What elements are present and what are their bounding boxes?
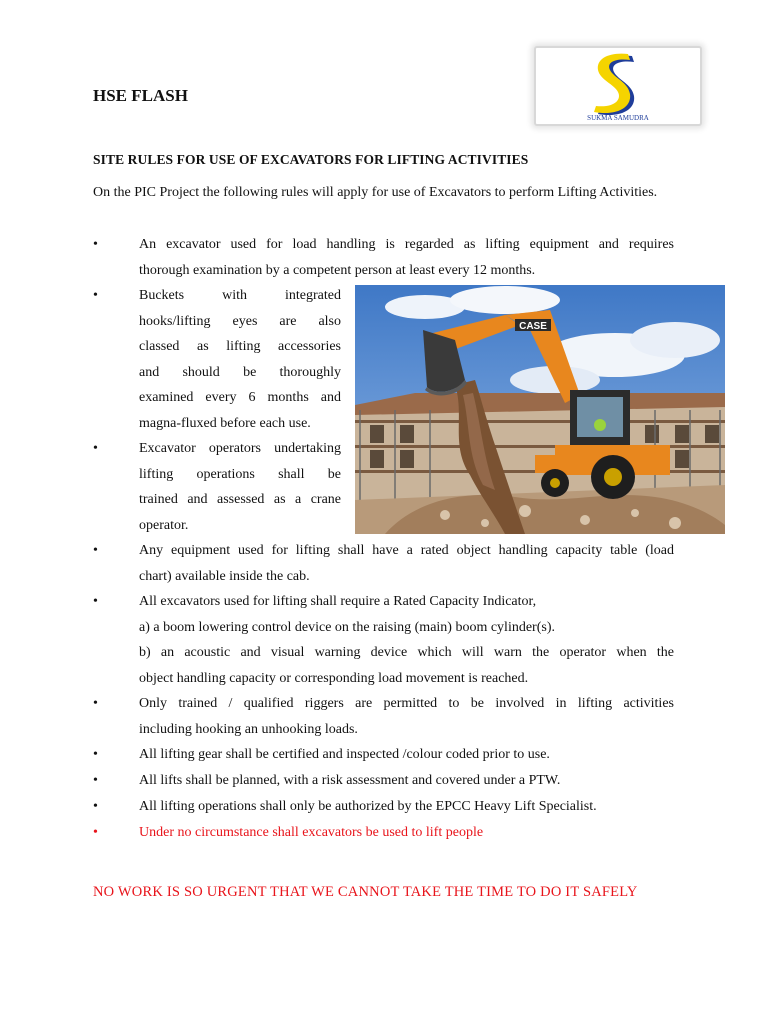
rule-line: classed as lifting accessories xyxy=(139,339,341,354)
rule-line: object handling capacity or corresponding load movement is reached. xyxy=(139,670,529,686)
case-brand-label: CASE xyxy=(519,321,547,332)
rule-item-8 xyxy=(139,768,674,794)
logo-mark-icon xyxy=(536,48,700,124)
rule-line: thorough examination by a competent person at least every 12 months. xyxy=(139,262,536,278)
rule-item-4 xyxy=(139,538,674,589)
rule-line: Excavator operators undertaking xyxy=(139,441,341,456)
bullet-marker: • xyxy=(93,543,98,558)
rule-item-7 xyxy=(139,742,674,768)
rule-line: hooks/lifting eyes are also xyxy=(139,313,341,329)
rule-line: examined every 6 months and xyxy=(139,390,341,405)
rule-line: All lifts shall be planned, with a risk assessment and covered under a PTW. xyxy=(139,773,561,788)
bullet-marker: • xyxy=(93,594,98,609)
rule-line: chart) available inside the cab. xyxy=(139,568,310,584)
intro-paragraph: On the PIC Project the following rules will apply for use of Excavators to perform Lifting Activities. xyxy=(93,185,658,200)
rule-line: All lifting operations shall only be authorized by the EPCC Heavy Lift Specialist. xyxy=(139,799,597,814)
rule-item-5 xyxy=(139,589,674,691)
rule-line: Under no circumstance shall excavators be used to lift people xyxy=(139,825,484,840)
bullet-marker: • xyxy=(93,773,98,788)
rule-item-10-warning xyxy=(139,820,674,846)
bullet-marker: • xyxy=(93,747,98,762)
rule-item-9 xyxy=(139,794,674,820)
rule-line: trained and assessed as a crane xyxy=(139,492,341,507)
rule-item-6 xyxy=(139,691,674,742)
bullet-marker: • xyxy=(93,799,98,814)
rule-item-2 xyxy=(139,283,341,436)
rule-line: All lifting gear shall be certified and inspected /colour coded prior to use. xyxy=(139,747,550,762)
rule-line: Buckets with integrated xyxy=(139,288,341,303)
rule-line: magna-fluxed before each use. xyxy=(139,415,311,431)
logo-text: SUKMA SAMUDRA xyxy=(587,114,649,122)
rule-item-3 xyxy=(139,436,341,538)
rule-line: lifting operations shall be xyxy=(139,466,341,482)
rule-line: operator. xyxy=(139,517,189,533)
company-logo xyxy=(534,46,702,126)
rule-line: including hooking an unhooking loads. xyxy=(139,721,358,737)
bullet-marker: • xyxy=(93,825,98,840)
rule-item-1 xyxy=(139,232,674,283)
rule-line: Only trained / qualified riggers are permitted to be involved in lifting activities xyxy=(139,696,674,711)
bullet-marker: • xyxy=(93,288,98,303)
rule-line: An excavator used for load handling is regarded as lifting equipment and requires xyxy=(139,237,674,252)
rule-line: All excavators used for lifting shall require a Rated Capacity Indicator, xyxy=(139,594,537,609)
excavator-photo xyxy=(355,285,725,534)
rule-line: b) an acoustic and visual warning device which will warn the operator when the xyxy=(139,645,674,660)
bullet-marker: • xyxy=(93,237,98,252)
bullet-marker: • xyxy=(93,696,98,711)
document-title: SITE RULES FOR USE OF EXCAVATORS FOR LIFTING ACTIVITIES xyxy=(93,152,529,167)
rule-line: and should be thoroughly xyxy=(139,364,341,380)
bullet-marker: • xyxy=(93,441,98,456)
safety-slogan: NO WORK IS SO URGENT THAT WE CANNOT TAKE THE TIME TO DO IT SAFELY xyxy=(93,884,638,900)
hse-flash-title: HSE FLASH xyxy=(93,86,188,105)
rule-line: a) a boom lowering control device on the raising (main) boom cylinder(s). xyxy=(139,619,555,635)
rule-line: Any equipment used for lifting shall have a rated object handling capacity table (load xyxy=(139,543,674,558)
